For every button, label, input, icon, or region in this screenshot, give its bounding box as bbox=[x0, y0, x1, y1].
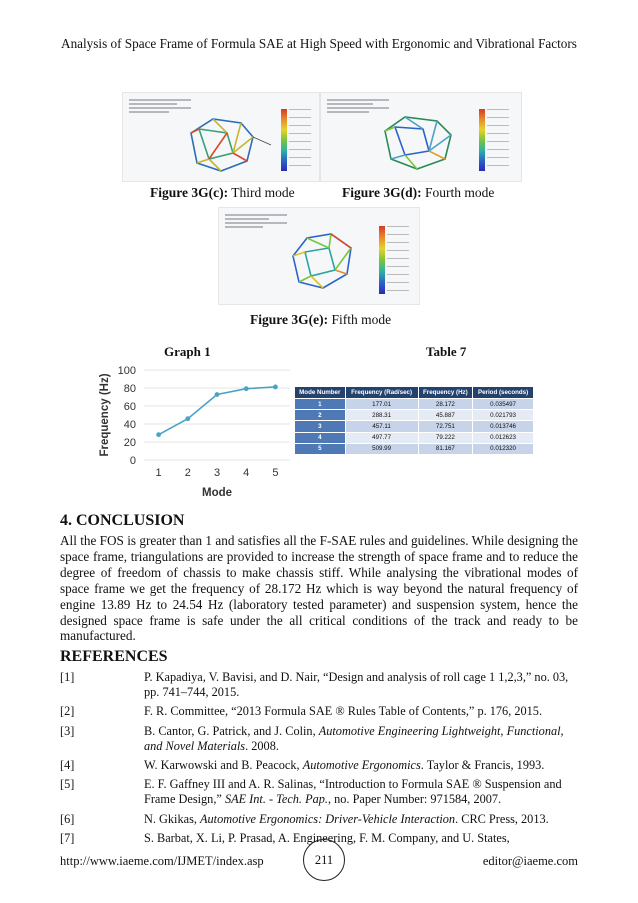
reference-text: N. Gkikas, bbox=[144, 811, 201, 826]
figure-3g-c-image bbox=[122, 92, 320, 182]
graph-label: Graph 1 bbox=[164, 344, 211, 359]
x-tick-label: 5 bbox=[272, 467, 279, 479]
reference-title: SAE Int. - Tech. Pap. bbox=[224, 792, 328, 807]
reference-number: [6] bbox=[60, 811, 75, 826]
table-cell: 0.013746 bbox=[473, 421, 534, 432]
reference-number: [1] bbox=[60, 670, 75, 684]
table-row bbox=[295, 443, 534, 454]
frequency-chart bbox=[94, 362, 302, 508]
reference-title: Automotive Ergonomics bbox=[302, 758, 421, 773]
table-cell: 2 bbox=[295, 410, 346, 421]
list-item bbox=[60, 670, 578, 700]
x-tick-label: 4 bbox=[243, 467, 250, 479]
conclusion-paragraph: All the FOS is greater than 1 and satisfies all the F-SAE rules and guidelines. While designing the space frame, triangulations are provided to increase the strength of space frame and to reduce the degree of freedom of chassis to make chassis stiff. While analysing the vibrational modes of space frame we get the frequency of 28.172 Hz which is way beyond the natural frequency of engine 13.89 Hz to 24.54 Hz (laboratory tested parameter) and suspension system, hence the designed space frame is safe under the all critical conditions of the track and ready to be manufactured. bbox=[60, 533, 578, 644]
list-item bbox=[60, 758, 578, 773]
table-cell: 3 bbox=[295, 421, 346, 432]
list-item bbox=[60, 777, 578, 807]
table-cell: 72.751 bbox=[418, 421, 473, 432]
data-point bbox=[215, 392, 220, 397]
table-cell: 28.172 bbox=[418, 399, 473, 410]
table-cell: 1 bbox=[295, 399, 346, 410]
list-item bbox=[60, 704, 578, 719]
table-label: Table 7 bbox=[426, 344, 467, 359]
table-cell: 457.11 bbox=[345, 421, 418, 432]
y-tick-label: 0 bbox=[129, 455, 136, 467]
table-cell: 45.887 bbox=[418, 410, 473, 421]
x-tick-label: 3 bbox=[213, 467, 221, 479]
x-tick-label: 2 bbox=[184, 467, 191, 479]
reference-text: . CRC Press, 2013. bbox=[455, 811, 549, 826]
list-item bbox=[60, 812, 578, 827]
reference-title: Automotive Ergonomics: Driver-Vehicle Interaction bbox=[200, 811, 456, 826]
table-cell: 177.01 bbox=[345, 399, 418, 410]
y-tick-label: 40 bbox=[123, 419, 136, 431]
figure-3g-c-caption: Figure 3G(c): Third mode bbox=[150, 185, 295, 200]
table-header: Frequency (Rad/sec) bbox=[345, 387, 418, 399]
reference-list bbox=[60, 670, 578, 850]
table-cell: 509.99 bbox=[345, 443, 418, 454]
table-cell: 81.167 bbox=[418, 443, 473, 454]
running-header: Analysis of Space Frame of Formula SAE at High Speed with Ergonomic and Vibrational Factors bbox=[61, 36, 577, 51]
table-cell: 288.31 bbox=[345, 410, 418, 421]
footer-url: http://www.iaeme.com/IJMET/index.asp bbox=[60, 854, 264, 868]
reference-text: S. Barbat, X. Li, P. Prasad, A. Engineering, F. M. Company, and U. States, bbox=[144, 830, 510, 845]
figure-3g-d-image bbox=[320, 92, 522, 182]
reference-title: Automotive Engineering Lightweight, Functional, and Novel Materials bbox=[144, 723, 564, 753]
figure-3g-e-image bbox=[218, 207, 420, 305]
y-tick-label: 20 bbox=[123, 437, 136, 449]
table-cell: 0.012623 bbox=[473, 432, 534, 443]
conclusion-heading: 4. CONCLUSION bbox=[60, 512, 185, 529]
table-cell: 4 bbox=[295, 432, 346, 443]
data-point bbox=[156, 432, 161, 437]
reference-number: [3] bbox=[60, 723, 75, 738]
data-point bbox=[185, 416, 190, 421]
list-item bbox=[60, 724, 578, 754]
reference-text: F. R. Committee, “2013 Formula SAE ® Rules Table of Contents,” p. 176, 2015. bbox=[144, 704, 543, 719]
reference-text: B. Cantor, G. Patrick, and J. Colin, bbox=[144, 723, 319, 738]
y-tick-label: 80 bbox=[123, 383, 136, 395]
figure-3g-d-caption: Figure 3G(d): Fourth mode bbox=[342, 185, 495, 200]
reference-text: W. Karwowski and B. Peacock, bbox=[144, 758, 303, 773]
table-cell: 5 bbox=[295, 443, 346, 454]
reference-number: [2] bbox=[60, 704, 75, 719]
reference-number: [7] bbox=[60, 830, 75, 845]
table-header: Period (seconds) bbox=[473, 387, 534, 399]
y-tick-label: 60 bbox=[123, 401, 136, 413]
table-row bbox=[295, 421, 534, 432]
table-row bbox=[295, 399, 534, 410]
references-heading: REFERENCES bbox=[60, 648, 168, 665]
table-7 bbox=[294, 386, 534, 455]
page-number: 211 bbox=[303, 839, 345, 881]
reference-text: . Taylor & Francis, 1993. bbox=[420, 758, 545, 773]
y-tick-label: 100 bbox=[117, 365, 136, 377]
table-header: Mode Number bbox=[295, 387, 346, 399]
y-axis-label: Frequency (Hz) bbox=[99, 373, 111, 457]
reference-text: . 2008. bbox=[245, 738, 279, 753]
reference-text: E. F. Gaffney III and A. R. Salinas, “Introduction to Formula SAE ® Suspension and Frame Design,” bbox=[144, 777, 562, 807]
table-cell: 0.012320 bbox=[473, 443, 534, 454]
table-cell: 0.021793 bbox=[473, 410, 534, 421]
table-cell: 0.035497 bbox=[473, 399, 534, 410]
figure-3g-e-caption: Figure 3G(e): Fifth mode bbox=[250, 312, 392, 327]
table-cell: 79.222 bbox=[418, 432, 473, 443]
table-cell: 497.77 bbox=[345, 432, 418, 443]
x-axis-label: Mode bbox=[201, 487, 233, 499]
footer-email: editor@iaeme.com bbox=[482, 854, 578, 868]
table-row bbox=[295, 410, 534, 421]
data-point bbox=[244, 386, 249, 391]
reference-text: , no. Paper Number: 971584, 2007. bbox=[327, 792, 502, 807]
table-header: Frequency (Hz) bbox=[418, 387, 473, 399]
reference-text: P. Kapadiya, V. Bavisi, and D. Nair, “Design and analysis of roll cage 1 1,2,3,” no. 03, pp. 741–744, 2015. bbox=[144, 670, 569, 700]
data-point bbox=[273, 385, 278, 390]
table-row bbox=[295, 432, 534, 443]
reference-number: [4] bbox=[60, 758, 75, 773]
x-tick-label: 1 bbox=[155, 467, 162, 479]
reference-number: [5] bbox=[60, 777, 75, 792]
